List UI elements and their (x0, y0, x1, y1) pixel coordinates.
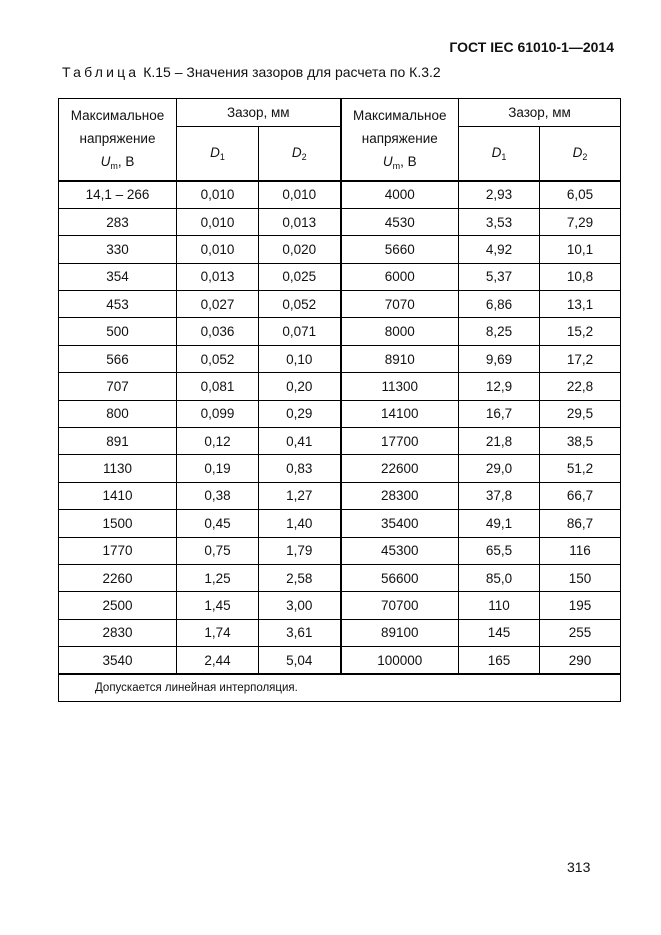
table-cell: 2,44 (177, 647, 259, 674)
max-voltage-header: Максимальное напряжение $U_m$, В (59, 99, 177, 182)
table-cell: 35400 (341, 510, 459, 537)
table-cell: 3540 (59, 647, 177, 674)
table-cell: 7,29 (540, 208, 621, 235)
table-cell: 0,75 (177, 537, 259, 564)
clearance-table (58, 98, 621, 702)
table-cell: 0,38 (177, 482, 259, 509)
table-cell: 165 (459, 647, 540, 674)
table-cell: 1130 (59, 455, 177, 482)
table-row (59, 400, 621, 427)
table-cell: 3,61 (259, 619, 341, 646)
table-cell: 354 (59, 263, 177, 290)
table-cell: 9,69 (459, 345, 540, 372)
table-cell: 49,1 (459, 510, 540, 537)
table-row (59, 263, 621, 290)
table-cell: 0,013 (259, 208, 341, 235)
table-cell: 38,5 (540, 428, 621, 455)
table-row (59, 345, 621, 372)
table-cell: 85,0 (459, 564, 540, 591)
table-cell: 65,5 (459, 537, 540, 564)
table-row (59, 455, 621, 482)
table-cell: 0,027 (177, 291, 259, 318)
table-cell: 51,2 (540, 455, 621, 482)
table-row (59, 181, 621, 208)
table-cell: 29,5 (540, 400, 621, 427)
table-row (59, 564, 621, 591)
table-cell: 0,013 (177, 263, 259, 290)
table-cell: 1,79 (259, 537, 341, 564)
caption-prefix: Таблица (62, 64, 140, 80)
table-cell: 21,8 (459, 428, 540, 455)
table-cell: 2260 (59, 564, 177, 591)
table-cell: 37,8 (459, 482, 540, 509)
table-row (59, 208, 621, 235)
table-cell: 2,58 (259, 564, 341, 591)
table-cell: 5,37 (459, 263, 540, 290)
table-cell: 0,020 (259, 236, 341, 263)
table-cell: 0,20 (259, 373, 341, 400)
table-cell: 17,2 (540, 345, 621, 372)
max-voltage-header-2: Максимальное напряжение $U_m$, В (341, 99, 459, 182)
table-row (59, 619, 621, 646)
table-cell: 1,40 (259, 510, 341, 537)
table-cell: 6,86 (459, 291, 540, 318)
table-cell: 800 (59, 400, 177, 427)
d1-header-2: $D_1$ (459, 127, 540, 182)
table-cell: 15,2 (540, 318, 621, 345)
table-cell: 290 (540, 647, 621, 674)
table-row (59, 236, 621, 263)
table-cell: 0,41 (259, 428, 341, 455)
table-cell: 3,53 (459, 208, 540, 235)
table-cell: 0,052 (177, 345, 259, 372)
table-cell: 3,00 (259, 592, 341, 619)
table-cell: 283 (59, 208, 177, 235)
table-cell: 6000 (341, 263, 459, 290)
document-code: ГОСТ IEC 61010-1—2014 (449, 39, 614, 55)
table-cell: 1,74 (177, 619, 259, 646)
table-cell: 0,010 (177, 181, 259, 208)
table-row (59, 428, 621, 455)
table-cell: 70700 (341, 592, 459, 619)
table-cell: 10,1 (540, 236, 621, 263)
table-cell: 116 (540, 537, 621, 564)
d1-header: $D_1$ (177, 127, 259, 182)
table-cell: 16,7 (459, 400, 540, 427)
table-cell: 29,0 (459, 455, 540, 482)
table-row (59, 592, 621, 619)
table-cell: 0,081 (177, 373, 259, 400)
table-cell: 8,25 (459, 318, 540, 345)
table-cell: 0,19 (177, 455, 259, 482)
table-cell: 0,010 (177, 236, 259, 263)
table-cell: 110 (459, 592, 540, 619)
table-cell: 100000 (341, 647, 459, 674)
table-cell: 4,92 (459, 236, 540, 263)
table-cell: 0,10 (259, 345, 341, 372)
table-body (59, 181, 621, 674)
table-cell: 28300 (341, 482, 459, 509)
table-cell: 66,7 (540, 482, 621, 509)
table-cell: 0,83 (259, 455, 341, 482)
table-cell: 500 (59, 318, 177, 345)
table-cell: 150 (540, 564, 621, 591)
table-cell: 7070 (341, 291, 459, 318)
table-caption (62, 64, 441, 80)
table-row (59, 373, 621, 400)
table-cell: 2830 (59, 619, 177, 646)
table-cell: 0,45 (177, 510, 259, 537)
table-cell: 17700 (341, 428, 459, 455)
table-cell: 2,93 (459, 181, 540, 208)
table-row (59, 318, 621, 345)
table-cell: 453 (59, 291, 177, 318)
table-cell: 45300 (341, 537, 459, 564)
table-cell: 0,099 (177, 400, 259, 427)
table-cell: 22600 (341, 455, 459, 482)
table-cell: 22,8 (540, 373, 621, 400)
table-cell: 14,1 – 266 (59, 181, 177, 208)
table-cell: 5,04 (259, 647, 341, 674)
table-cell: 330 (59, 236, 177, 263)
table-cell: 707 (59, 373, 177, 400)
table-note: Допускается линейная интерполяция. (59, 674, 621, 702)
table-cell: 12,9 (459, 373, 540, 400)
table-cell: 566 (59, 345, 177, 372)
table-cell: 13,1 (540, 291, 621, 318)
table-cell: 0,025 (259, 263, 341, 290)
clearance-header-2: Зазор, мм (459, 99, 621, 127)
table-cell: 255 (540, 619, 621, 646)
table-cell: 5660 (341, 236, 459, 263)
table-row (59, 647, 621, 674)
table-cell: 56600 (341, 564, 459, 591)
table-cell: 10,8 (540, 263, 621, 290)
table-cell: 0,29 (259, 400, 341, 427)
table-cell: 4530 (341, 208, 459, 235)
table-cell: 2500 (59, 592, 177, 619)
table-cell: 6,05 (540, 181, 621, 208)
table-cell: 1770 (59, 537, 177, 564)
table-cell: 89100 (341, 619, 459, 646)
table-cell: 86,7 (540, 510, 621, 537)
table-cell: 4000 (341, 181, 459, 208)
table-cell: 0,071 (259, 318, 341, 345)
table-cell: 195 (540, 592, 621, 619)
table-row (59, 537, 621, 564)
table-cell: 14100 (341, 400, 459, 427)
table-cell: 891 (59, 428, 177, 455)
table-cell: 1500 (59, 510, 177, 537)
table-cell: 145 (459, 619, 540, 646)
page-number: 313 (567, 859, 591, 875)
table-cell: 0,12 (177, 428, 259, 455)
clearance-header: Зазор, мм (177, 99, 341, 127)
table-cell: 1,25 (177, 564, 259, 591)
table-row (59, 482, 621, 509)
table-cell: 11300 (341, 373, 459, 400)
table-cell: 0,036 (177, 318, 259, 345)
table-cell: 0,052 (259, 291, 341, 318)
d2-header: $D_2$ (259, 127, 341, 182)
table-cell: 1410 (59, 482, 177, 509)
d2-header-2: $D_2$ (540, 127, 621, 182)
table-row (59, 510, 621, 537)
table-cell: 0,010 (177, 208, 259, 235)
table-row (59, 291, 621, 318)
table-cell: 8910 (341, 345, 459, 372)
table-cell: 0,010 (259, 181, 341, 208)
table-cell: 1,27 (259, 482, 341, 509)
caption-text: К.15 – Значения зазоров для расчета по К.3.2 (143, 64, 441, 80)
table-cell: 1,45 (177, 592, 259, 619)
table-cell: 8000 (341, 318, 459, 345)
